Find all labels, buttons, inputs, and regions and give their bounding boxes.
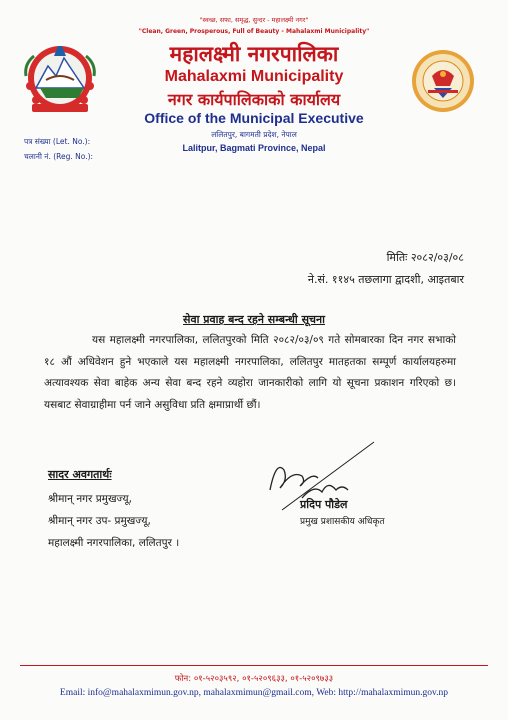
nepal-sambat-date-line: ने.सं. ११४५ तछलागा द्वादशी, आइतबार bbox=[307, 273, 464, 286]
distribution-item: श्रीमान् नगर प्रमुखज्यू, bbox=[48, 493, 132, 505]
address-nepali: ललितपुर, बागमती प्रदेश, नेपाल bbox=[211, 130, 297, 139]
slogan-english: "Clean, Green, Prosperous, Full of Beauty - Mahalaxmi Municipality" bbox=[138, 28, 370, 35]
notice-subject: सेवा प्रवाह बन्द रहने सम्बन्धी सूचना bbox=[183, 313, 325, 326]
office-name-english: Office of the Municipal Executive bbox=[144, 110, 364, 126]
distribution-item: श्रीमान् नगर उप- प्रमुखज्यू, bbox=[48, 515, 151, 527]
slogan-nepali: "स्वच्छ, सफा, समृद्ध, सुन्दर - महालक्ष्मी नगर" bbox=[199, 16, 309, 24]
distribution-item: महालक्ष्मी नगरपालिका, ललितपुर । bbox=[48, 537, 180, 549]
signatory-title: प्रमुख प्रशासकीय अधिकृत bbox=[300, 517, 385, 527]
municipality-name-english: Mahalaxmi Municipality bbox=[164, 68, 344, 85]
registration-number-label: चलानी नं. (Reg. No.): bbox=[24, 152, 94, 161]
footer-phone: फोन: ०१-५२०३५९२, ०१-५२०९६३३, ०१-५२०९७३३ bbox=[174, 674, 334, 684]
address-english: Lalitpur, Bagmati Province, Nepal bbox=[182, 143, 326, 153]
footer-divider bbox=[20, 665, 488, 666]
distribution-heading: सादर अवगतार्थः bbox=[48, 468, 112, 481]
municipality-name-nepali: महालक्ष्मी नगरपालिका bbox=[169, 42, 339, 66]
signatory-name: प्रदिप पौडेल bbox=[300, 498, 348, 511]
date-line: मितिः २०८२/०३/०८ bbox=[386, 251, 464, 264]
footer-contact: Email: info@mahalaxmimun.gov.np, mahalaxmimun@gmail.com, Web: http://mahalaxmimun.gov.np bbox=[59, 688, 449, 698]
notice-body: यस महालक्ष्मी नगरपालिका, ललितपुरको मिति २०८२/०३/०९ गते सोमबारका दिन नगर सभाको १८ औं अधिवेशन हुने भएकाले यस महालक्ष्मी नगरपालिका, ललितपुर मातहतका सम्पूर्ण कार्यालयहरुमा अत्यावश्यक सेवा बाहेक अन्य सेवा बन्द रहने व्यहोरा जानकारीको लागि यो सूचना प्रकाशन गरिएको छ। यसबाट सेवाग्राहीमा पर्न जाने असुविधा प्रति क्षमाप्रार्थी छौं। bbox=[44, 334, 456, 411]
office-name-nepali: नगर कार्यपालिकाको कार्यालय bbox=[167, 90, 341, 109]
letter-number-label: पत्र संख्या (Let. No.): bbox=[24, 137, 91, 146]
